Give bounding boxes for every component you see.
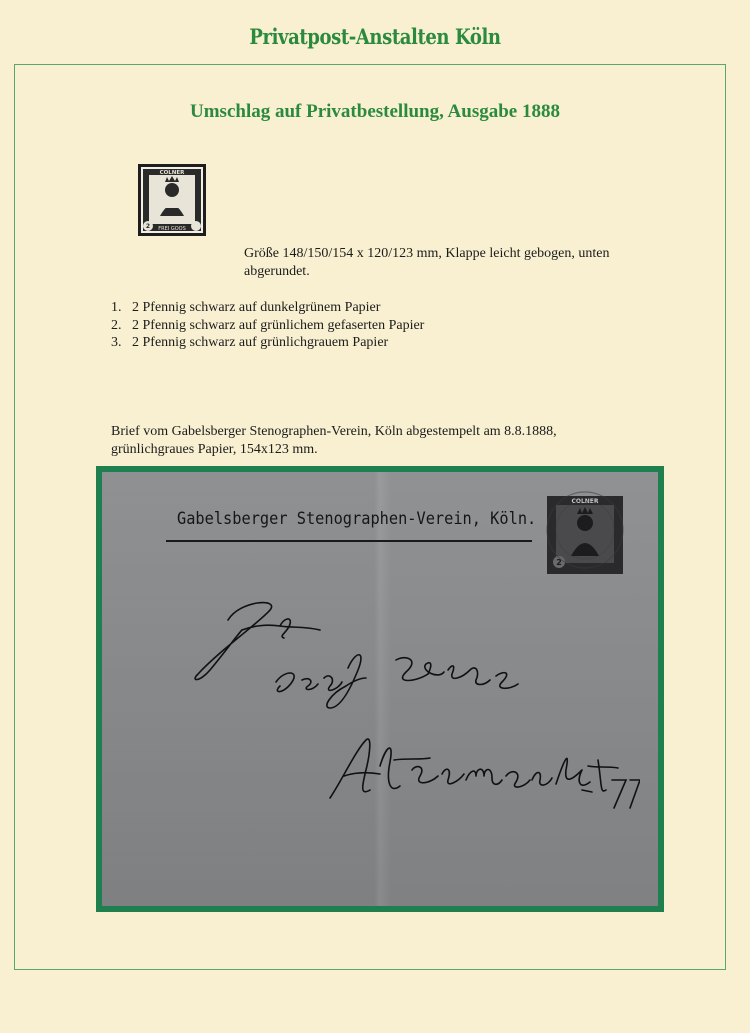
list-item-number: 1. <box>111 300 122 315</box>
page-header-title: Privatpost-Anstalten Köln <box>249 24 501 49</box>
stamp-inscription-top: COLNER <box>159 170 185 176</box>
envelope-stamp-value: 2 <box>556 558 562 567</box>
list-item-text: 2 Pfennig schwarz auf grünlichgrauem Papier <box>132 335 389 350</box>
list-item <box>111 317 424 335</box>
envelope-stamp-inscription: COLNER <box>571 498 599 505</box>
handwritten-address <box>180 590 640 820</box>
stamp-inscription-bottom: FREI GOOS <box>158 226 186 232</box>
stamp-value: 2 <box>145 223 151 230</box>
list-item-text: 2 Pfennig schwarz auf dunkelgrünem Papier <box>132 300 381 315</box>
letter-description-line: Brief vom Gabelsberger Stenographen-Verein, Köln abgestempelt am 8.8.1888, <box>111 424 557 439</box>
envelope-stamp <box>537 490 633 576</box>
list-item-number: 2. <box>111 317 122 333</box>
list-item-text: 2 Pfennig schwarz auf grünlichem gefaserten Papier <box>132 317 425 333</box>
letter-description <box>111 423 631 459</box>
size-note: Größe 148/150/154 x 120/123 mm, Klappe leicht gebogen, unten abgerundet. <box>244 246 610 279</box>
envelope-sender: Gabelsberger Stenographen-Verein, Köln. <box>177 509 537 529</box>
variant-list <box>111 299 424 352</box>
page-title: Umschlag auf Privatbestellung, Ausgabe 1888 <box>190 101 560 122</box>
sender-underline <box>166 540 532 542</box>
stamp-image <box>138 164 206 236</box>
letter-description-line: grünlichgraues Papier, 154x123 mm. <box>111 442 318 457</box>
list-item <box>111 334 424 352</box>
list-item <box>111 299 424 317</box>
list-item-number: 3. <box>111 335 122 350</box>
